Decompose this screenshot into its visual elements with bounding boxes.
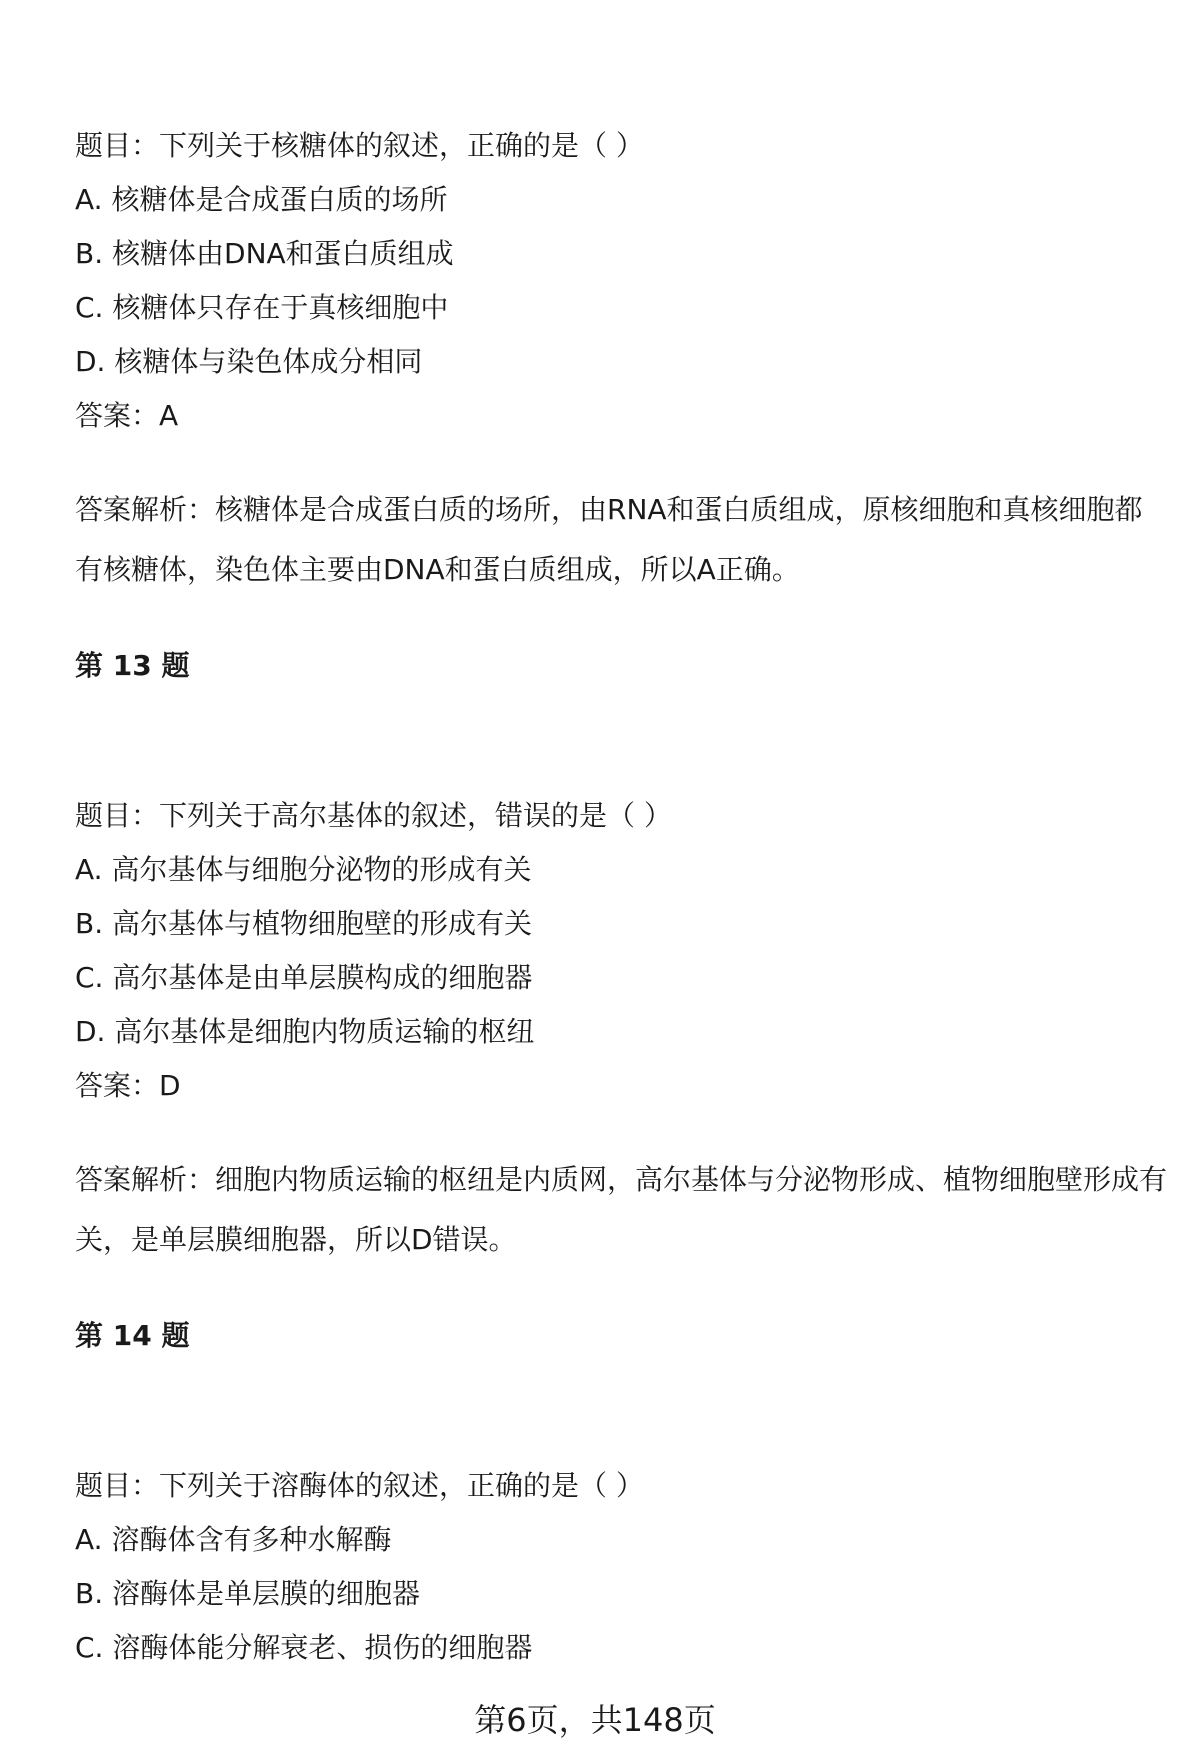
- option-c: C. 核糖体只存在于真核细胞中: [75, 291, 449, 324]
- option-b: B. 溶酶体是单层膜的细胞器: [75, 1577, 421, 1610]
- option-a: A. 高尔基体与细胞分泌物的形成有关: [75, 853, 532, 886]
- question-heading: 第 13 题: [75, 649, 190, 682]
- option-a: A. 核糖体是合成蛋白质的场所: [75, 183, 448, 216]
- option-d: D. 高尔基体是细胞内物质运输的枢纽: [75, 1015, 535, 1048]
- option-b: B. 核糖体由DNA和蛋白质组成: [75, 237, 454, 270]
- page-number-footer: 第6页，共148页: [474, 1701, 716, 1739]
- answer-text: 答案：A: [75, 399, 179, 432]
- option-c: C. 高尔基体是由单层膜构成的细胞器: [75, 961, 533, 994]
- question-heading: 第 14 题: [75, 1319, 190, 1352]
- answer-explanation: 答案解析：核糖体是合成蛋白质的场所，由RNA和蛋白质组成，原核细胞和真核细胞都有核糖体，染色体主要由DNA和蛋白质组成，所以A正确。: [75, 493, 1143, 586]
- option-d: D. 核糖体与染色体成分相同: [75, 345, 423, 378]
- answer-explanation: 答案解析：细胞内物质运输的枢纽是内质网，高尔基体与分泌物形成、植物细胞壁形成有关，是单层膜细胞器，所以D错误。: [75, 1163, 1168, 1256]
- question-text: 题目：下列关于核糖体的叙述，正确的是（ ）: [75, 129, 644, 162]
- question-text: 题目：下列关于高尔基体的叙述，错误的是（ ）: [75, 799, 672, 832]
- option-c: C. 溶酶体能分解衰老、损伤的细胞器: [75, 1631, 533, 1664]
- option-b: B. 高尔基体与植物细胞壁的形成有关: [75, 907, 533, 940]
- question-text: 题目：下列关于溶酶体的叙述，正确的是（ ）: [75, 1469, 644, 1502]
- option-a: A. 溶酶体含有多种水解酶: [75, 1523, 392, 1556]
- answer-text: 答案：D: [75, 1069, 181, 1102]
